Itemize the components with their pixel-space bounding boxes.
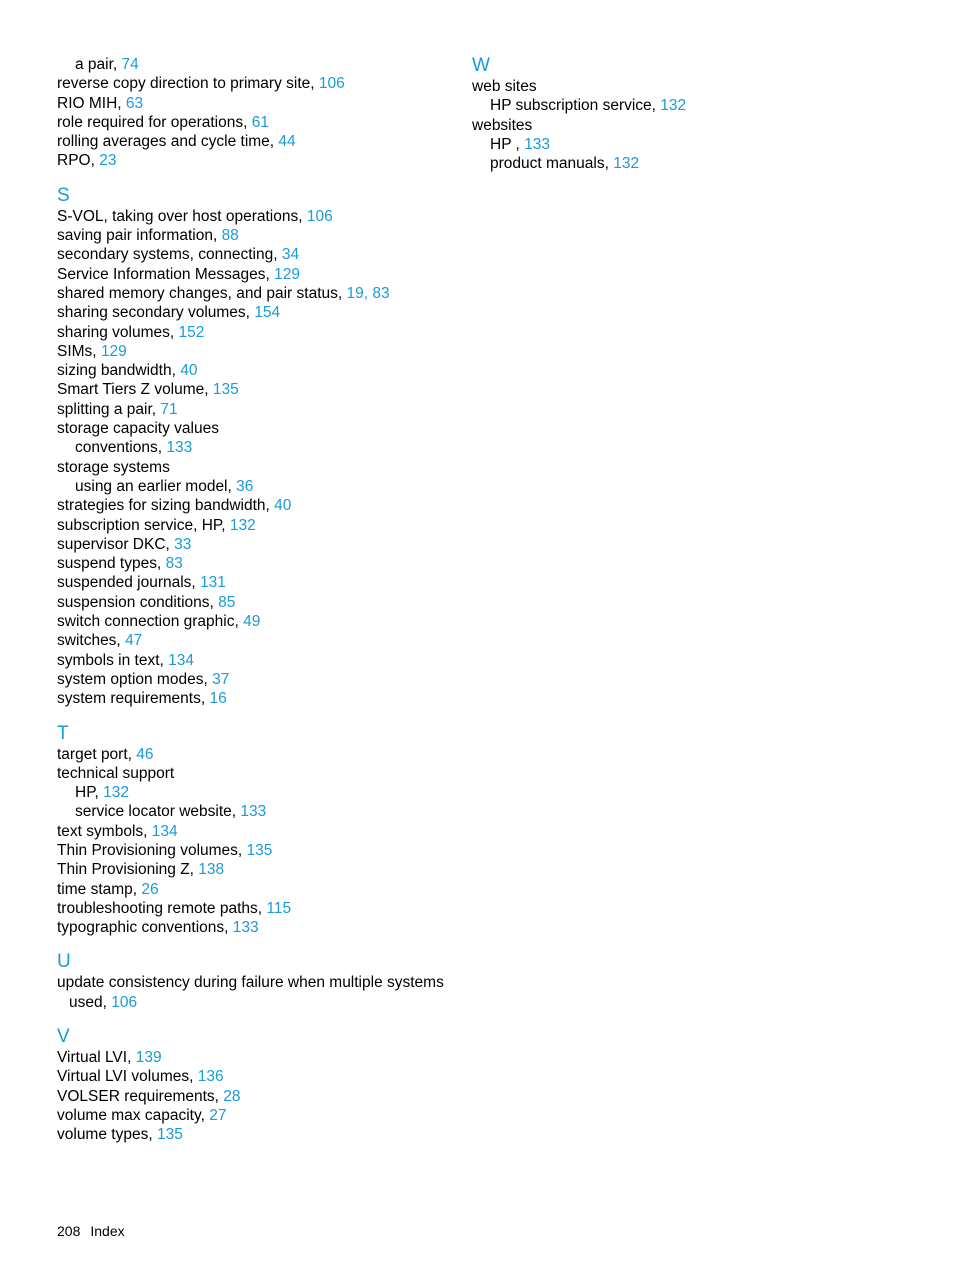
index-term: HP subscription service, — [490, 97, 656, 115]
index-entry-role-required-for-operations — [57, 113, 457, 132]
index-term: volume types, — [57, 1126, 153, 1144]
page-link[interactable]: 71 — [160, 400, 178, 418]
index-entry-thin-provisioning-volumes — [57, 841, 457, 860]
index-term: suspension conditions, — [57, 593, 214, 611]
page-link[interactable]: 85 — [218, 593, 236, 611]
index-entry-used — [57, 993, 457, 1012]
page-link[interactable]: 134 — [168, 651, 194, 669]
index-entry-time-stamp — [57, 880, 457, 899]
index-term: used, — [69, 993, 107, 1011]
page-link[interactable]: 23 — [99, 152, 117, 170]
index-term: splitting a pair, — [57, 400, 157, 418]
index-letter-heading: T — [57, 722, 69, 744]
index-term: storage capacity values — [57, 420, 219, 438]
page-link[interactable]: 134 — [151, 822, 178, 840]
page-link[interactable]: 83 — [165, 555, 183, 573]
index-entry-product-manuals — [472, 154, 872, 173]
index-term: service locator website, — [75, 803, 237, 821]
index-term: supervisor DKC, — [57, 535, 170, 553]
page-link[interactable]: 37 — [212, 670, 230, 688]
index-entry-text-symbols — [57, 822, 457, 841]
index-term: switch connection graphic, — [57, 613, 239, 631]
index-entry-rpo — [57, 151, 457, 170]
index-entry-a-pair — [57, 55, 457, 74]
index-term: strategies for sizing bandwidth, — [57, 497, 270, 515]
index-term: S-VOL, taking over host operations, — [57, 207, 303, 225]
page-link[interactable]: 132 — [229, 516, 256, 534]
index-entry-splitting-a-pair — [57, 400, 457, 419]
index-entry-hp-subscription-service — [472, 96, 872, 115]
page-link[interactable]: 129 — [100, 342, 127, 360]
index-letter-heading: U — [57, 951, 71, 973]
index-entry-sharing-secondary-volumes — [57, 303, 457, 322]
index-entry-strategies-for-sizing-bandwidth — [57, 496, 457, 515]
page-link[interactable]: 106 — [306, 207, 333, 225]
index-term: web sites — [472, 78, 537, 95]
index-entry-suspended-journals — [57, 573, 457, 592]
index-term: Virtual LVI volumes, — [57, 1068, 194, 1086]
page-link[interactable]: 135 — [212, 381, 239, 399]
page-link[interactable]: 132 — [613, 155, 640, 173]
index-entry-thin-provisioning-z — [57, 860, 457, 879]
index-entry-volume-types — [57, 1125, 457, 1144]
page-link[interactable]: 138 — [198, 861, 225, 879]
index-entry-hp — [472, 135, 872, 154]
index-entry-conventions — [57, 438, 457, 457]
page-link[interactable]: 133 — [166, 439, 193, 457]
index-entry-subscription-service-hp — [57, 516, 457, 535]
page-link[interactable]: 61 — [251, 113, 269, 131]
page-link[interactable]: 139 — [135, 1049, 162, 1067]
index-letter-heading: W — [472, 55, 490, 76]
page-link[interactable]: 135 — [246, 841, 273, 859]
index-entry-system-requirements — [57, 689, 457, 708]
index-term: suspended journals, — [57, 574, 196, 592]
index-term: secondary systems, connecting, — [57, 246, 278, 264]
index-entry-virtual-lvi — [57, 1048, 457, 1067]
index-section-w — [472, 55, 872, 173]
index-term: system option modes, — [57, 670, 208, 688]
index-term: role required for operations, — [57, 113, 248, 131]
index-term: symbols in text, — [57, 651, 164, 669]
index-entry-s-vol-taking-over-host-operations — [57, 207, 457, 226]
index-entry-storage-capacity-values — [57, 419, 457, 438]
index-term: rolling averages and cycle time, — [57, 133, 275, 151]
page-link[interactable]: 131 — [200, 574, 226, 592]
page-link[interactable]: 19 — [346, 284, 364, 302]
index-term: Virtual LVI, — [57, 1049, 132, 1067]
index-entry-system-option-modes — [57, 670, 457, 689]
index-entry-service-information-messages — [57, 265, 457, 284]
page-link[interactable]: 135 — [156, 1126, 183, 1144]
page-link[interactable]: 49 — [243, 613, 261, 631]
index-section-u — [57, 951, 457, 1012]
index-entry-rolling-averages-and-cycle-time — [57, 132, 457, 151]
page-link[interactable]: 36 — [236, 477, 254, 495]
index-entry-volser-requirements — [57, 1087, 457, 1106]
page-link[interactable]: 33 — [174, 535, 192, 553]
index-term: HP , — [490, 135, 520, 153]
page-link[interactable]: 106 — [111, 993, 138, 1011]
page-link[interactable]: 136 — [197, 1068, 224, 1086]
index-entry-suspend-types — [57, 554, 457, 573]
page-link[interactable]: 154 — [254, 304, 281, 322]
index-entry-saving-pair-information — [57, 226, 457, 245]
page-link[interactable]: 63 — [125, 94, 144, 112]
index-section-t — [57, 723, 457, 938]
index-term: reverse copy direction to primary site, — [57, 75, 315, 93]
index-term: RPO, — [57, 152, 95, 170]
page-link[interactable]: 132 — [103, 784, 130, 802]
index-entry-smart-tiers-z-volume — [57, 380, 457, 399]
index-entry-sims — [57, 342, 457, 361]
page-link[interactable]: 26 — [141, 880, 159, 898]
index-term: troubleshooting remote paths, — [57, 899, 263, 917]
page-link[interactable]: 133 — [524, 135, 551, 153]
index-entry-suspension-conditions — [57, 593, 457, 612]
page-link[interactable]: 74 — [121, 56, 139, 73]
page-link[interactable]: 115 — [266, 899, 292, 917]
index-entry-using-an-earlier-model — [57, 477, 457, 496]
page-footer — [57, 1222, 125, 1240]
index-term: Thin Provisioning volumes, — [57, 841, 243, 859]
index-letter-heading: V — [57, 1026, 70, 1048]
index-term: technical support — [57, 764, 175, 782]
index-term: system requirements, — [57, 690, 206, 708]
index-term: time stamp, — [57, 880, 138, 898]
index-term: storage systems — [57, 458, 170, 476]
index-entry-supervisor-dkc — [57, 535, 457, 554]
index-term: update consistency during failure when multiple systems — [57, 974, 444, 992]
index-section-s — [57, 185, 457, 709]
index-term: conventions, — [75, 439, 163, 457]
index-section-v — [57, 1026, 457, 1144]
index-entry-update-consistency-during-failure-when-m — [57, 973, 457, 992]
index-entry-typographic-conventions — [57, 918, 457, 937]
page-link[interactable]: 16 — [209, 690, 227, 708]
index-term: target port, — [57, 745, 132, 763]
index-entry-websites — [472, 116, 872, 135]
page-link[interactable]: 133 — [240, 803, 267, 821]
index-term: volume max capacity, — [57, 1106, 205, 1124]
index-entry-virtual-lvi-volumes — [57, 1067, 457, 1086]
page-link[interactable]: 83 — [372, 284, 390, 302]
index-term: sharing secondary volumes, — [57, 304, 250, 322]
page-link[interactable]: 44 — [278, 133, 296, 151]
index-term: text symbols, — [57, 822, 148, 840]
index-term: subscription service, HP, — [57, 516, 226, 534]
page-number: 208 — [57, 1223, 81, 1239]
index-term: switches, — [57, 632, 121, 650]
page-link[interactable]: 129 — [274, 265, 300, 283]
index-letter-heading: S — [57, 184, 70, 206]
page-link[interactable]: 106 — [318, 75, 345, 93]
index-entry-secondary-systems-connecting — [57, 245, 457, 264]
index-term: Service Information Messages, — [57, 265, 270, 283]
index-entry-sharing-volumes — [57, 323, 457, 342]
footer-section-title: Index — [90, 1223, 125, 1239]
index-term: Smart Tiers Z volume, — [57, 381, 209, 399]
index-entry-switch-connection-graphic — [57, 612, 457, 631]
index-column-left — [57, 55, 457, 1145]
index-entry-volume-max-capacity — [57, 1106, 457, 1125]
index-entry-reverse-copy-direction-to-primary-site — [57, 74, 457, 93]
index-entry-storage-systems — [57, 458, 457, 477]
index-entry-symbols-in-text — [57, 651, 457, 670]
index-entry-sizing-bandwidth — [57, 361, 457, 380]
index-term: shared memory changes, and pair status, — [57, 284, 343, 302]
index-entry-target-port — [57, 745, 457, 764]
index-term: a pair, — [75, 56, 118, 73]
page-link[interactable]: 132 — [660, 97, 687, 115]
index-entry-service-locator-website — [57, 802, 457, 821]
index-term: RIO MIH, — [57, 94, 122, 112]
index-entry-switches — [57, 631, 457, 650]
index-term: product manuals, — [490, 155, 609, 173]
index-term: sizing bandwidth, — [57, 362, 176, 380]
page-link[interactable]: 28 — [223, 1087, 241, 1105]
index-term: websites — [472, 116, 533, 134]
page-link[interactable]: 40 — [274, 497, 292, 515]
index-term: HP, — [75, 784, 99, 802]
index-entry-rio-mih — [57, 94, 457, 113]
index-term: saving pair information, — [57, 227, 218, 245]
page-link[interactable]: 34 — [281, 246, 300, 264]
page-link[interactable]: 46 — [136, 745, 154, 763]
index-section-continued — [57, 55, 457, 171]
index-entry-technical-support — [57, 764, 457, 783]
index-term: SIMs, — [57, 342, 97, 360]
index-entry-hp — [57, 783, 457, 802]
page-link[interactable]: 88 — [221, 227, 239, 245]
index-entry-shared-memory-changes-and-pair-status: shared memory changes, and pair status, 19, 83 — [57, 284, 390, 302]
index-term: sharing volumes, — [57, 323, 175, 341]
page-link[interactable]: 27 — [209, 1106, 227, 1124]
index-column-right — [472, 55, 872, 173]
page-link[interactable]: 47 — [125, 632, 143, 650]
index-term: VOLSER requirements, — [57, 1087, 219, 1105]
page-link[interactable]: 40 — [180, 362, 198, 380]
index-term: using an earlier model, — [75, 477, 232, 495]
index-term: typographic conventions, — [57, 919, 229, 937]
index-entry-web-sites — [472, 77, 872, 96]
index-term: suspend types, — [57, 555, 162, 573]
page-link[interactable]: 152 — [178, 323, 205, 341]
index-entry-troubleshooting-remote-paths — [57, 899, 457, 918]
index-term: Thin Provisioning Z, — [57, 861, 194, 879]
page-link[interactable]: 133 — [232, 919, 259, 937]
